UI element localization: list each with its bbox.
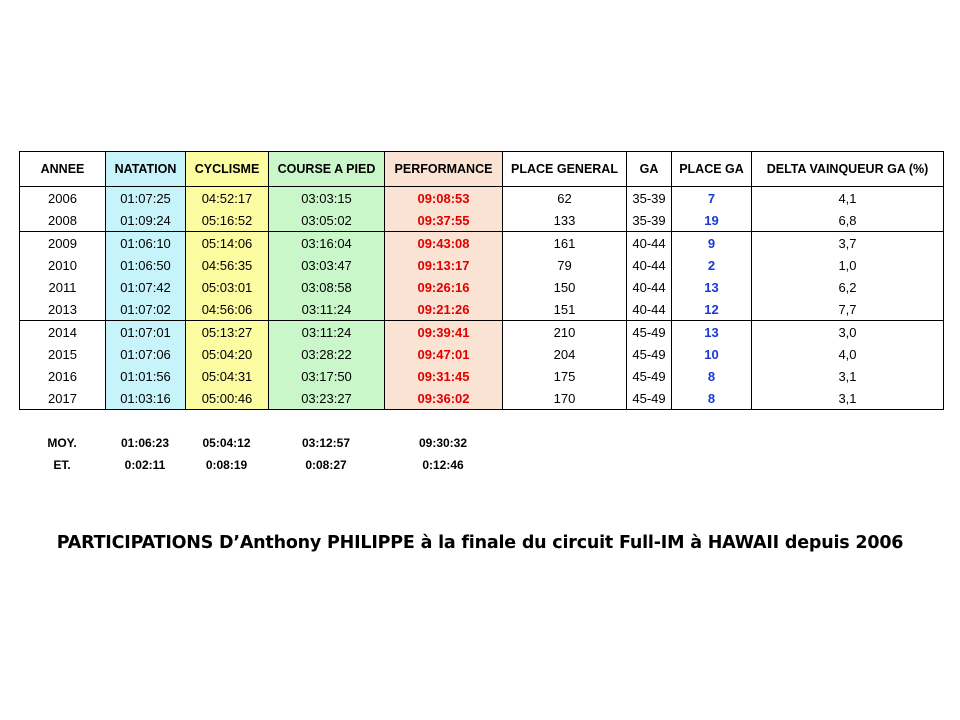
cell-ga: 40-44 bbox=[627, 276, 672, 298]
stats-moy-cyclisme: 05:04:12 bbox=[202, 436, 251, 450]
table-row bbox=[20, 365, 944, 387]
header-natation: NATATION bbox=[106, 152, 186, 187]
table-row bbox=[20, 276, 944, 298]
cell-course: 03:11:24 bbox=[269, 321, 385, 344]
cell-course: 03:03:15 bbox=[269, 187, 385, 210]
cell-annee: 2014 bbox=[20, 321, 106, 344]
stats-et-performance: 0:12:46 bbox=[422, 458, 464, 472]
cell-place-ga: 8 bbox=[672, 365, 752, 387]
stats-moy-course: 03:12:57 bbox=[301, 436, 351, 450]
results-table bbox=[19, 151, 944, 410]
cell-annee: 2009 bbox=[20, 232, 106, 255]
stats-label-et: ET. bbox=[53, 458, 71, 472]
header-annee: ANNEE bbox=[20, 152, 106, 187]
cell-annee: 2016 bbox=[20, 365, 106, 387]
table-row bbox=[20, 298, 944, 321]
cell-delta: 1,0 bbox=[752, 254, 944, 276]
cell-cyclisme: 05:00:46 bbox=[186, 387, 269, 410]
cell-delta: 3,7 bbox=[752, 232, 944, 255]
cell-annee: 2006 bbox=[20, 187, 106, 210]
cell-place-general: 161 bbox=[503, 232, 627, 255]
table-row bbox=[20, 232, 944, 255]
cell-natation: 01:01:56 bbox=[106, 365, 186, 387]
cell-natation: 01:09:24 bbox=[106, 209, 186, 232]
cell-ga: 40-44 bbox=[627, 298, 672, 321]
cell-performance: 09:39:41 bbox=[385, 321, 503, 344]
cell-cyclisme: 05:16:52 bbox=[186, 209, 269, 232]
cell-delta: 3,1 bbox=[752, 387, 944, 410]
cell-delta: 3,1 bbox=[752, 365, 944, 387]
cell-course: 03:17:50 bbox=[269, 365, 385, 387]
cell-place-ga: 2 bbox=[672, 254, 752, 276]
header-row bbox=[20, 152, 944, 187]
stats-moy-natation: 01:06:23 bbox=[120, 436, 170, 450]
cell-place-general: 62 bbox=[503, 187, 627, 210]
table-row bbox=[20, 209, 944, 232]
cell-place-ga: 19 bbox=[672, 209, 752, 232]
header-cyclisme: CYCLISME bbox=[186, 152, 269, 187]
cell-cyclisme: 05:14:06 bbox=[186, 232, 269, 255]
cell-natation: 01:07:02 bbox=[106, 298, 186, 321]
cell-place-general: 204 bbox=[503, 343, 627, 365]
cell-place-general: 150 bbox=[503, 276, 627, 298]
cell-place-general: 133 bbox=[503, 209, 627, 232]
cell-performance: 09:37:55 bbox=[385, 209, 503, 232]
cell-natation: 01:06:10 bbox=[106, 232, 186, 255]
cell-cyclisme: 04:52:17 bbox=[186, 187, 269, 210]
cell-delta: 7,7 bbox=[752, 298, 944, 321]
table-row bbox=[20, 343, 944, 365]
header-course-a-pied: COURSE A PIED bbox=[269, 152, 385, 187]
cell-ga: 40-44 bbox=[627, 254, 672, 276]
cell-annee: 2011 bbox=[20, 276, 106, 298]
cell-ga: 45-49 bbox=[627, 343, 672, 365]
cell-place-ga: 9 bbox=[672, 232, 752, 255]
cell-course: 03:03:47 bbox=[269, 254, 385, 276]
cell-place-ga: 7 bbox=[672, 187, 752, 210]
cell-natation: 01:06:50 bbox=[106, 254, 186, 276]
stats-et-natation: 0:02:11 bbox=[124, 458, 166, 472]
cell-delta: 6,8 bbox=[752, 209, 944, 232]
cell-place-general: 79 bbox=[503, 254, 627, 276]
header-ga: GA bbox=[627, 152, 672, 187]
cell-performance: 09:43:08 bbox=[385, 232, 503, 255]
cell-ga: 45-49 bbox=[627, 321, 672, 344]
cell-performance: 09:13:17 bbox=[385, 254, 503, 276]
cell-place-ga: 8 bbox=[672, 387, 752, 410]
cell-place-ga: 13 bbox=[672, 276, 752, 298]
cell-cyclisme: 04:56:06 bbox=[186, 298, 269, 321]
cell-place-ga: 10 bbox=[672, 343, 752, 365]
cell-natation: 01:07:42 bbox=[106, 276, 186, 298]
header-place-general: PLACE GENERAL bbox=[503, 152, 627, 187]
cell-ga: 45-49 bbox=[627, 387, 672, 410]
cell-performance: 09:31:45 bbox=[385, 365, 503, 387]
stats-row-et bbox=[19, 454, 502, 476]
cell-course: 03:11:24 bbox=[269, 298, 385, 321]
cell-cyclisme: 05:13:27 bbox=[186, 321, 269, 344]
cell-cyclisme: 05:03:01 bbox=[186, 276, 269, 298]
caption-text: PARTICIPATIONS D’Anthony PHILIPPE à la finale du circuit Full-IM à HAWAII depuis 2006 bbox=[56, 533, 904, 553]
cell-course: 03:05:02 bbox=[269, 209, 385, 232]
table-row bbox=[20, 321, 944, 344]
table-row bbox=[20, 187, 944, 210]
cell-place-general: 170 bbox=[503, 387, 627, 410]
stats-label-moy: MOY. bbox=[47, 436, 77, 450]
cell-course: 03:08:58 bbox=[269, 276, 385, 298]
cell-place-ga: 13 bbox=[672, 321, 752, 344]
cell-cyclisme: 05:04:31 bbox=[186, 365, 269, 387]
cell-place-ga: 12 bbox=[672, 298, 752, 321]
header-delta-vainqueur: DELTA VAINQUEUR GA (%) bbox=[752, 152, 944, 187]
cell-ga: 45-49 bbox=[627, 365, 672, 387]
cell-course: 03:28:22 bbox=[269, 343, 385, 365]
cell-annee: 2010 bbox=[20, 254, 106, 276]
stats-et-course: 0:08:27 bbox=[305, 458, 347, 472]
cell-ga: 35-39 bbox=[627, 209, 672, 232]
cell-delta: 6,2 bbox=[752, 276, 944, 298]
cell-place-general: 151 bbox=[503, 298, 627, 321]
cell-natation: 01:07:01 bbox=[106, 321, 186, 344]
cell-cyclisme: 04:56:35 bbox=[186, 254, 269, 276]
cell-natation: 01:07:06 bbox=[106, 343, 186, 365]
stats-table bbox=[19, 432, 502, 476]
cell-course: 03:23:27 bbox=[269, 387, 385, 410]
cell-performance: 09:36:02 bbox=[385, 387, 503, 410]
cell-delta: 4,1 bbox=[752, 187, 944, 210]
cell-performance: 09:47:01 bbox=[385, 343, 503, 365]
cell-place-general: 175 bbox=[503, 365, 627, 387]
cell-performance: 09:08:53 bbox=[385, 187, 503, 210]
results-body bbox=[20, 187, 944, 410]
cell-place-general: 210 bbox=[503, 321, 627, 344]
cell-ga: 35-39 bbox=[627, 187, 672, 210]
cell-cyclisme: 05:04:20 bbox=[186, 343, 269, 365]
stats-row-moy bbox=[19, 432, 502, 454]
cell-annee: 2008 bbox=[20, 209, 106, 232]
cell-performance: 09:21:26 bbox=[385, 298, 503, 321]
stats-moy-performance: 09:30:32 bbox=[418, 436, 468, 450]
cell-delta: 4,0 bbox=[752, 343, 944, 365]
cell-annee: 2013 bbox=[20, 298, 106, 321]
cell-natation: 01:07:25 bbox=[106, 187, 186, 210]
cell-course: 03:16:04 bbox=[269, 232, 385, 255]
cell-delta: 3,0 bbox=[752, 321, 944, 344]
table-row bbox=[20, 254, 944, 276]
cell-natation: 01:03:16 bbox=[106, 387, 186, 410]
cell-performance: 09:26:16 bbox=[385, 276, 503, 298]
cell-annee: 2017 bbox=[20, 387, 106, 410]
header-performance: PERFORMANCE bbox=[385, 152, 503, 187]
table-row bbox=[20, 387, 944, 410]
cell-ga: 40-44 bbox=[627, 232, 672, 255]
header-place-ga: PLACE GA bbox=[672, 152, 752, 187]
cell-annee: 2015 bbox=[20, 343, 106, 365]
stats-et-cyclisme: 0:08:19 bbox=[205, 458, 248, 472]
